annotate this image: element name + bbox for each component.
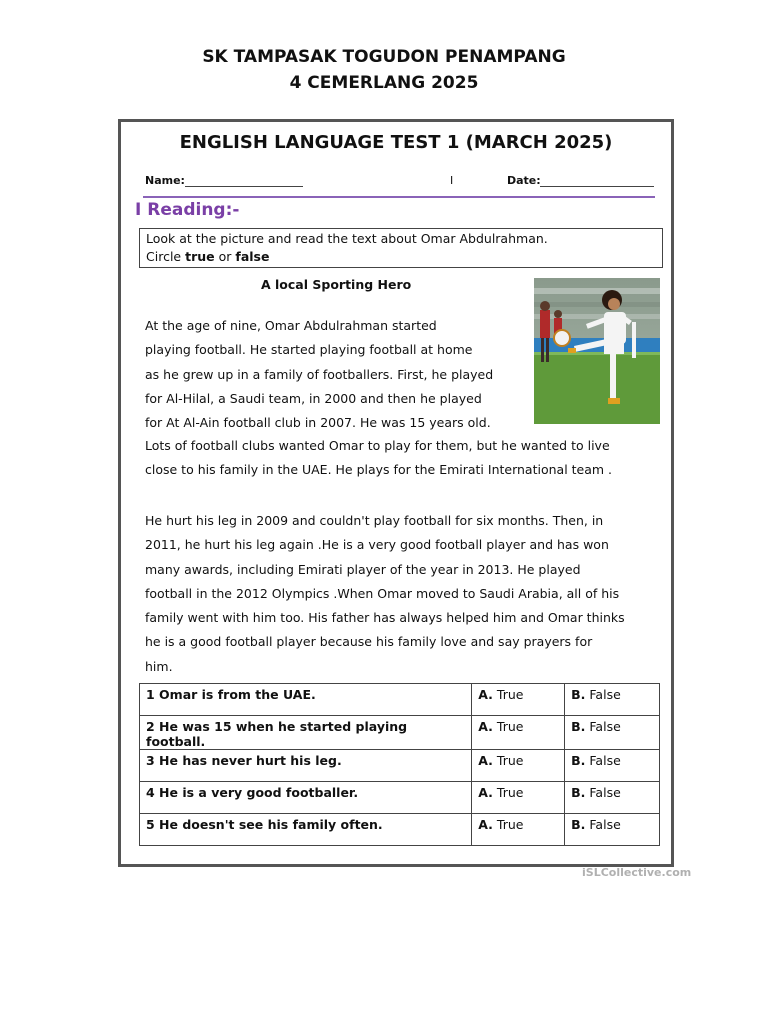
option-letter: B. xyxy=(571,687,586,702)
option-text: False xyxy=(589,687,621,702)
passage-line: for At Al-Ain football club in 2007. He was 15 years old. xyxy=(145,415,491,431)
name-date-row xyxy=(145,174,655,190)
question-text: 1 Omar is from the UAE. xyxy=(140,684,472,716)
option-letter: B. xyxy=(571,753,586,768)
name-blank-line xyxy=(185,186,303,187)
option-letter: A. xyxy=(478,753,493,768)
question-text: 5 He doesn't see his family often. xyxy=(140,814,472,846)
table-row xyxy=(140,782,660,814)
option-a[interactable] xyxy=(472,716,565,750)
date-label: Date: xyxy=(507,174,541,187)
instruction-or: or xyxy=(218,249,232,264)
separator-mark: I xyxy=(450,174,454,187)
passage-line: Lots of football clubs wanted Omar to play for them, but he wanted to live xyxy=(145,438,610,453)
table-row xyxy=(140,716,660,750)
option-text: False xyxy=(589,719,621,734)
passage-line: He hurt his leg in 2009 and couldn't play football for six months. Then, in xyxy=(145,513,604,528)
divider-rule xyxy=(143,196,655,198)
option-text: True xyxy=(496,719,524,734)
story-title: A local Sporting Hero xyxy=(261,277,412,292)
option-text: True xyxy=(496,687,524,702)
class-year: 4 CEMERLANG 2025 xyxy=(289,73,479,93)
option-a[interactable] xyxy=(472,782,565,814)
option-a[interactable] xyxy=(472,684,565,716)
option-a[interactable] xyxy=(472,750,565,782)
option-text: False xyxy=(589,817,621,832)
date-blank-line xyxy=(540,186,654,187)
instruction-line-2 xyxy=(146,248,656,266)
table-row xyxy=(140,750,660,782)
option-b[interactable] xyxy=(565,814,660,846)
option-letter: A. xyxy=(478,785,493,800)
question-text: 3 He has never hurt his leg. xyxy=(140,750,472,782)
question-text: 2 He was 15 when he started playing football. xyxy=(140,716,472,750)
passage-line: many awards, including Emirati player of the year in 2013. He played xyxy=(145,561,581,577)
passage-paragraph-1-cont xyxy=(145,434,669,483)
passage-line: family went with him too. His father has always helped him and Omar thinks xyxy=(145,610,625,626)
passage-line: close to his family in the UAE. He plays for the Emirati International team . xyxy=(145,462,613,478)
passage-line: him. xyxy=(145,658,173,674)
test-title: ENGLISH LANGUAGE TEST 1 (MARCH 2025) xyxy=(179,132,613,153)
school-header xyxy=(0,44,768,96)
footballer-photo-image xyxy=(534,278,660,424)
passage-paragraph-2 xyxy=(145,509,669,679)
passage-line: as he grew up in a family of footballers. First, he played xyxy=(145,366,494,382)
passage-line: he is a good football player because his family love and say prayers for xyxy=(145,634,593,650)
instruction-false: false xyxy=(235,249,270,264)
option-letter: B. xyxy=(571,785,586,800)
instruction-line-1: Look at the picture and read the text about Omar Abdulrahman. xyxy=(146,231,548,246)
instruction-true: true xyxy=(185,249,215,264)
instructions-box xyxy=(139,228,663,268)
option-letter: A. xyxy=(478,817,493,832)
passage-line: for Al-Hilal, a Saudi team, in 2000 and then he played xyxy=(145,390,482,406)
option-b[interactable] xyxy=(565,750,660,782)
option-letter: A. xyxy=(478,719,493,734)
name-label: Name: xyxy=(145,174,185,187)
option-b[interactable] xyxy=(565,684,660,716)
footballer-photo xyxy=(534,278,660,424)
question-text: 4 He is a very good footballer. xyxy=(140,782,472,814)
option-letter: A. xyxy=(478,687,493,702)
option-text: True xyxy=(496,753,524,768)
passage-line: 2011, he hurt his leg again .He is a very good football player and has won xyxy=(145,537,609,553)
option-letter: B. xyxy=(571,817,586,832)
option-text: True xyxy=(496,785,524,800)
option-text: True xyxy=(496,817,524,832)
option-text: False xyxy=(589,753,621,768)
passage-line: football in the 2012 Olympics .When Omar moved to Saudi Arabia, all of his xyxy=(145,585,620,601)
worksheet xyxy=(118,119,674,867)
school-name: SK TAMPASAK TOGUDON PENAMPANG xyxy=(202,47,566,67)
passage-line: At the age of nine, Omar Abdulrahman started xyxy=(145,318,437,333)
instruction-circle: Circle xyxy=(146,249,182,264)
option-b[interactable] xyxy=(565,782,660,814)
table-row xyxy=(140,814,660,846)
option-b[interactable] xyxy=(565,716,660,750)
table-row xyxy=(140,684,660,716)
watermark: iSLCollective.com xyxy=(582,866,692,879)
passage-line: playing football. He started playing football at home xyxy=(145,342,473,358)
option-text: False xyxy=(589,785,621,800)
section-heading: I Reading:- xyxy=(135,200,240,220)
passage-paragraph-1 xyxy=(145,314,515,435)
questions-table xyxy=(139,683,660,846)
option-a[interactable] xyxy=(472,814,565,846)
option-letter: B. xyxy=(571,719,586,734)
